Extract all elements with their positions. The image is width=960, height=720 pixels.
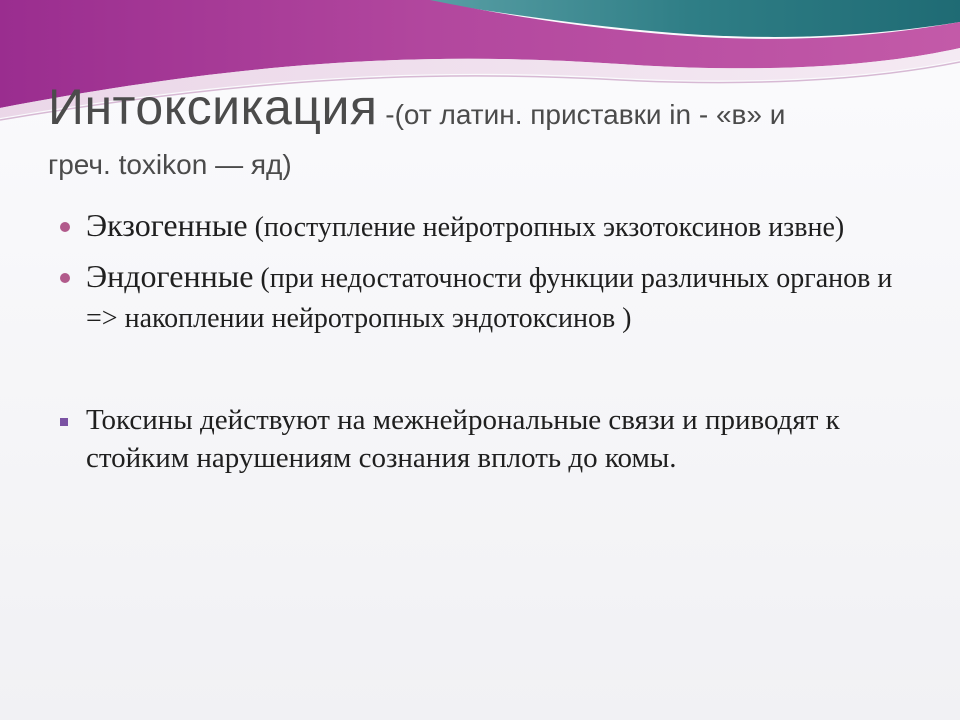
bullet-description: (поступление нейротропных экзотоксинов извне): [247, 212, 845, 243]
bullet-list: [58, 205, 918, 477]
list-item: [58, 205, 918, 248]
bullet-dot-icon: [60, 273, 70, 283]
bullet-square-icon: [60, 418, 68, 426]
title-etymology-line2: греч. toxikon — яд): [48, 149, 292, 180]
statement-text: Токсины действуют на межнейрональные связи и приводят к стойким нарушениям сознания вплоть до комы.: [86, 404, 840, 474]
bullet-term: Экзогенные: [86, 207, 248, 243]
bullet-dot-icon: [60, 222, 70, 232]
slide-title: [48, 79, 928, 190]
title-etymology: -(от латин. приставки in - «в» и: [377, 99, 786, 130]
list-item: [58, 256, 918, 339]
list-item: [58, 401, 918, 477]
bullet-description: (при недостаточности функции различных органов и => накоплении нейротропных эндотоксинов ): [86, 263, 893, 334]
bullet-term: Эндогенные: [86, 258, 254, 294]
title-main: Интоксикация: [48, 79, 378, 135]
